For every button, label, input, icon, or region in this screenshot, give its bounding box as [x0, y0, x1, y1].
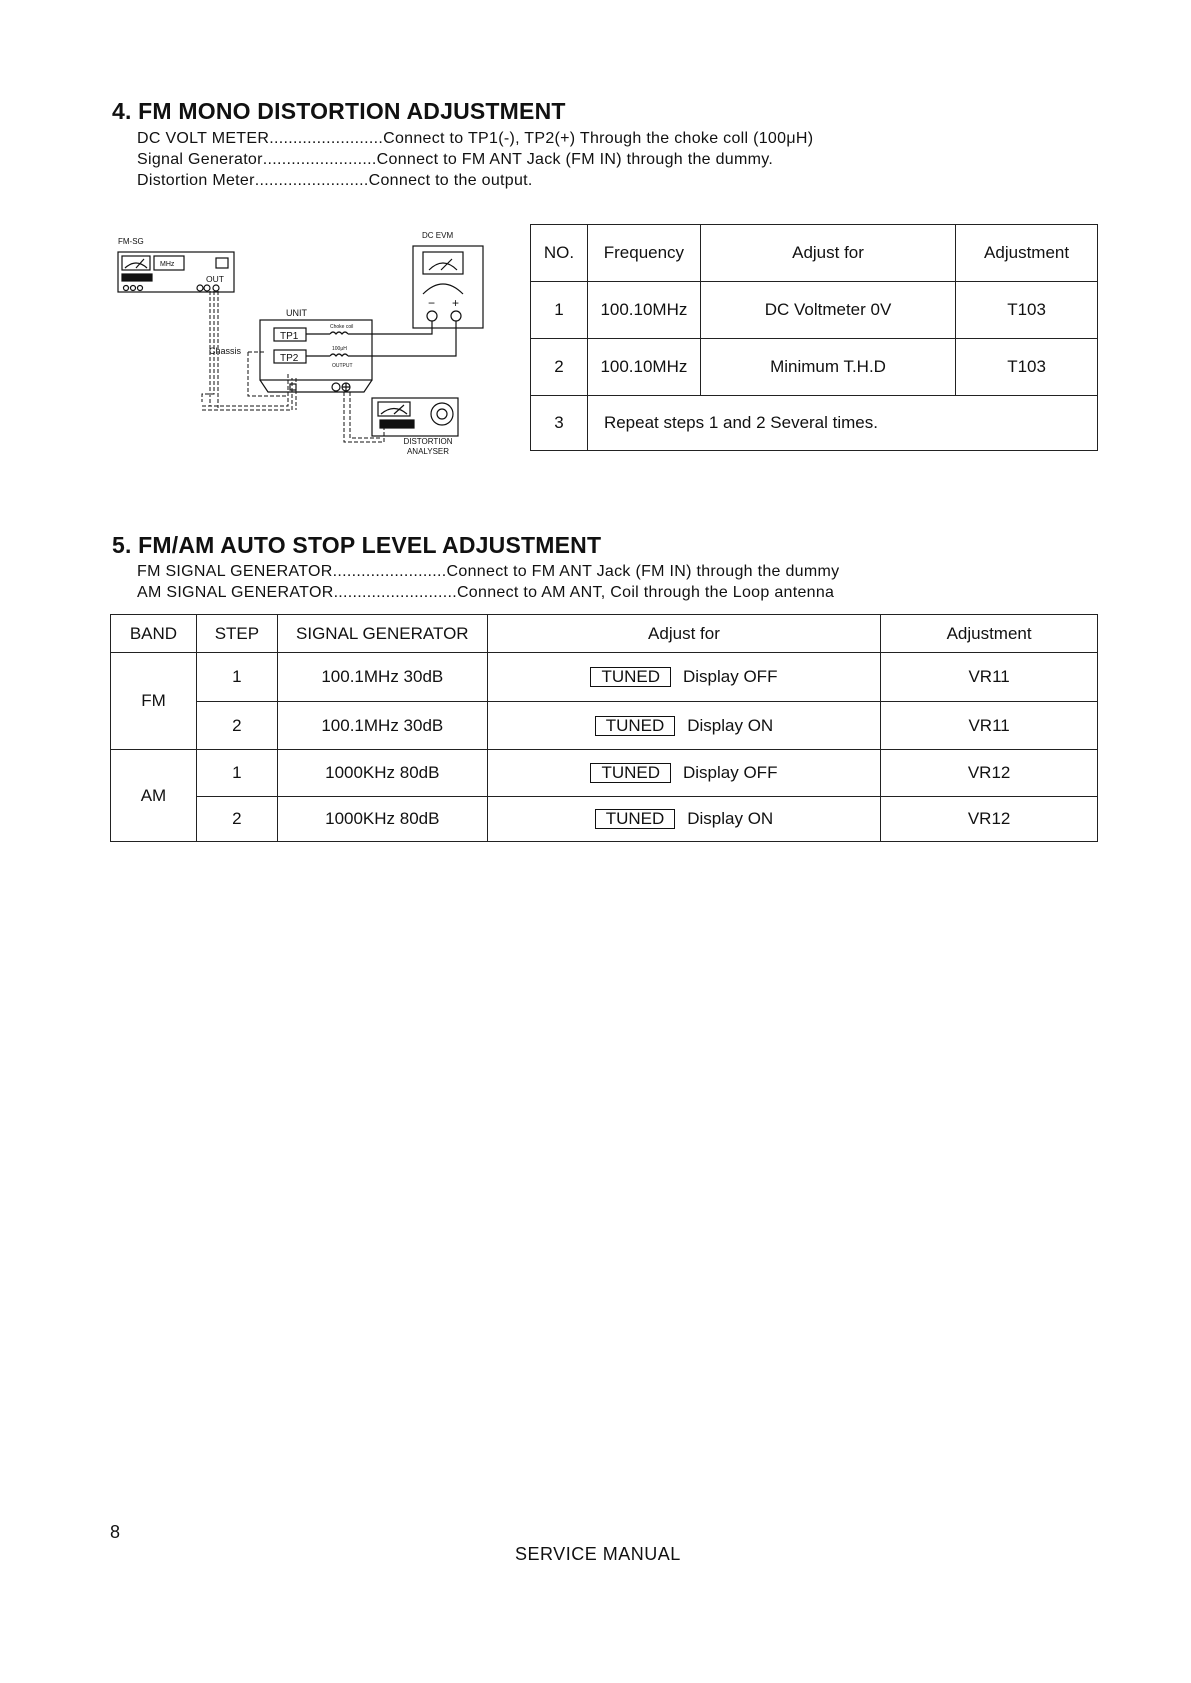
- cell-signal: 1000KHz 80dB: [277, 750, 487, 797]
- header-adjust-for: Adjust for: [700, 225, 955, 282]
- inductance-label: 100μH: [332, 346, 347, 352]
- tuned-indicator: TUNED: [590, 667, 671, 687]
- section-5-table: [110, 614, 1098, 842]
- choke-coil-label: Choke coil: [330, 324, 354, 330]
- section-4-connections: [137, 128, 813, 191]
- footer-title: SERVICE MANUAL: [515, 1544, 681, 1564]
- cell-no: 2: [531, 339, 588, 396]
- table-row: [111, 797, 1098, 842]
- display-state: Display OFF: [683, 763, 778, 782]
- cell-repeat-note: Repeat steps 1 and 2 Several times.: [587, 396, 1097, 451]
- table-row: [531, 339, 1098, 396]
- tuned-indicator: TUNED: [590, 763, 671, 783]
- chassis-label: Chassis: [208, 346, 241, 356]
- header-adjustment: Adjustment: [881, 615, 1098, 653]
- connection-dots: ..........................: [333, 584, 457, 601]
- table-row: [111, 653, 1098, 702]
- connection-dots: ........................: [254, 172, 369, 189]
- display-state: Display ON: [687, 809, 774, 828]
- cell-signal: 1000KHz 80dB: [277, 797, 487, 842]
- cell-frequency: 100.10MHz: [587, 339, 700, 396]
- connection-label: Signal Generator: [137, 151, 263, 168]
- distortion-label: DISTORTION: [403, 437, 453, 446]
- cell-adjust-for: [487, 750, 880, 797]
- cell-adjust-for: Minimum T.H.D: [700, 339, 955, 396]
- out-label: OUT: [206, 274, 224, 284]
- cell-adjust-for: [487, 797, 880, 842]
- display-state: Display OFF: [683, 667, 778, 686]
- dc-evm-label: DC EVM: [422, 231, 454, 240]
- cell-adjust-for: [487, 702, 880, 750]
- tuned-indicator: TUNED: [595, 716, 676, 736]
- connection-dots: ........................: [332, 563, 447, 580]
- cell-no: 1: [531, 282, 588, 339]
- header-signal-generator: SIGNAL GENERATOR: [277, 615, 487, 653]
- fm-sg-keypad-icon: [122, 274, 152, 281]
- connection-text: Connect to FM ANT Jack (FM IN) through the dummy: [446, 563, 840, 580]
- cell-adjustment: T103: [956, 339, 1098, 396]
- tp2-label: TP2: [280, 353, 299, 364]
- connection-text: Connect to AM ANT, Coil through the Loop antenna: [456, 584, 835, 601]
- connection-dots: ........................: [269, 130, 384, 147]
- connection-diagram: [116, 228, 500, 460]
- connection-label: AM SIGNAL GENERATOR: [137, 584, 334, 601]
- cell-signal: 100.1MHz 30dB: [277, 702, 487, 750]
- connection-text: Connect to FM ANT Jack (FM IN) through the dummy.: [376, 151, 774, 168]
- table-row: [531, 282, 1098, 339]
- table-row: [111, 702, 1098, 750]
- table-row: [111, 750, 1098, 797]
- connection-dots: ........................: [262, 151, 377, 168]
- dc-evm-minus-terminal: [427, 311, 437, 321]
- cell-no: 3: [531, 396, 588, 451]
- connection-label: DC VOLT METER: [137, 130, 270, 147]
- cell-adjustment: VR11: [881, 702, 1098, 750]
- header-adjustment: Adjustment: [956, 225, 1098, 282]
- connection-row: [137, 170, 813, 191]
- section-5-connections: [137, 561, 839, 603]
- connection-row: [137, 582, 839, 603]
- dc-evm-plus-terminal: [451, 311, 461, 321]
- connection-text: Connect to TP1(-), TP2(+) Through the choke coll (100μH): [383, 130, 814, 147]
- section-4-table: [530, 224, 1098, 451]
- analyser-label: ANALYSER: [406, 447, 450, 456]
- header-frequency: Frequency: [587, 225, 700, 282]
- cell-step: 1: [196, 653, 277, 702]
- connection-row: [137, 149, 813, 170]
- cell-signal: 100.1MHz 30dB: [277, 653, 487, 702]
- cell-band: FM: [111, 653, 197, 750]
- header-no: NO.: [531, 225, 588, 282]
- fm-sg-label: FM-SG: [118, 237, 144, 246]
- cell-adjustment: T103: [956, 282, 1098, 339]
- cell-adjust-for: [487, 653, 880, 702]
- cell-adjust-for: DC Voltmeter 0V: [700, 282, 955, 339]
- cell-adjustment: VR12: [881, 750, 1098, 797]
- table-row: [531, 396, 1098, 451]
- cell-step: 2: [196, 702, 277, 750]
- header-step: STEP: [196, 615, 277, 653]
- cell-step: 2: [196, 797, 277, 842]
- connection-row: [137, 128, 813, 149]
- cell-adjustment: VR12: [881, 797, 1098, 842]
- section-5-title: 5. FM/AM AUTO STOP LEVEL ADJUSTMENT: [112, 532, 602, 558]
- mhz-label: MHz: [160, 261, 175, 268]
- header-adjust-for: Adjust for: [487, 615, 880, 653]
- minus-label: −: [428, 296, 436, 310]
- tuned-indicator: TUNED: [595, 809, 676, 829]
- cell-step: 1: [196, 750, 277, 797]
- plus-label: +: [452, 296, 460, 310]
- section-4-title: 4. FM MONO DISTORTION ADJUSTMENT: [112, 98, 566, 124]
- connection-row: [137, 561, 839, 582]
- table-header-row: [531, 225, 1098, 282]
- table-header-row: [111, 615, 1098, 653]
- tp1-label: TP1: [280, 331, 299, 342]
- analyser-knob-icon: [431, 403, 453, 425]
- unit-label: UNIT: [286, 308, 307, 318]
- connection-text: Connect to the output.: [368, 172, 533, 189]
- connection-label: FM SIGNAL GENERATOR: [137, 563, 333, 580]
- cell-frequency: 100.10MHz: [587, 282, 700, 339]
- display-state: Display ON: [687, 715, 774, 735]
- header-band: BAND: [111, 615, 197, 653]
- connection-label: Distortion Meter: [137, 172, 255, 189]
- cell-adjustment: VR11: [881, 653, 1098, 702]
- page-number: 8: [110, 1522, 121, 1542]
- cell-band: AM: [111, 750, 197, 842]
- output-label: OUTPUT: [332, 363, 353, 369]
